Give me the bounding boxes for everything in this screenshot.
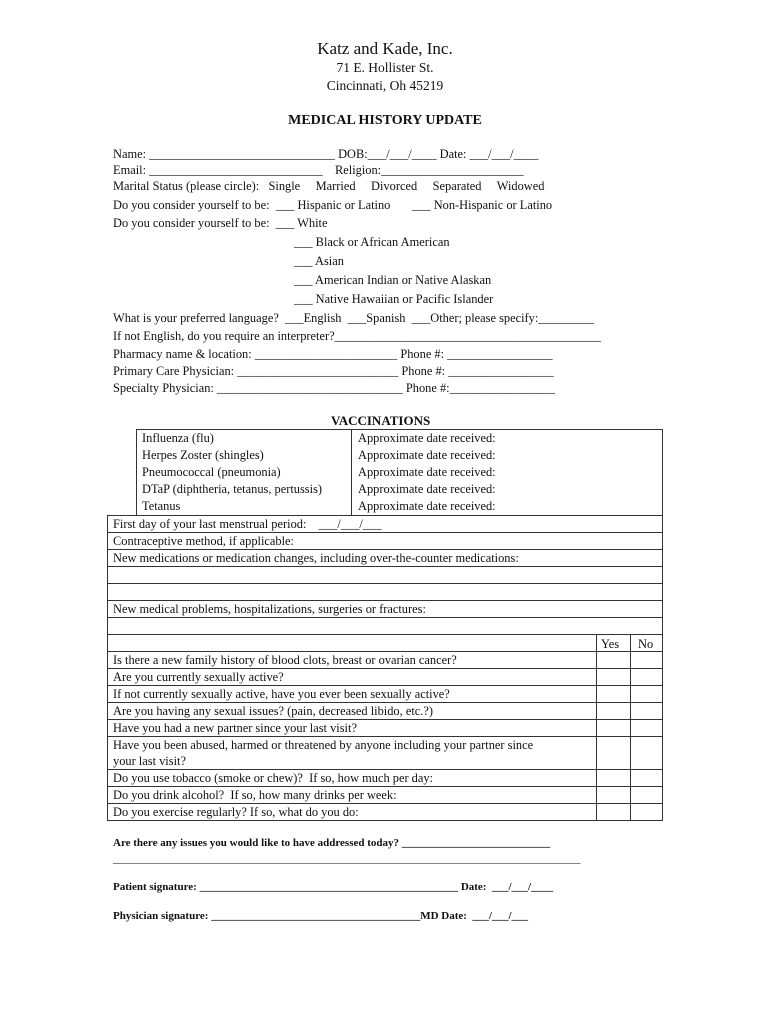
email-religion-field[interactable]: Email: ____________________________ Religion:_______________________ [113, 163, 524, 177]
vaccine-date-field[interactable]: Approximate date received: [358, 499, 496, 513]
question-alcohol: Do you drink alcohol? If so, how many drinks per week: [113, 788, 397, 802]
issues-field-line2[interactable]: _____________________________________________________________________________________ [113, 853, 581, 865]
race-option[interactable]: ___ Asian [294, 254, 344, 268]
company-name: Katz and Kade, Inc. [317, 39, 453, 58]
name-dob-date-field[interactable]: Name: ______________________________ DOB:___/___/____ Date: ___/___/____ [113, 147, 539, 161]
race-option[interactable]: ___ Black or African American [294, 235, 450, 249]
issues-field[interactable]: Are there any issues you would like to have addressed today? ___________________________ [113, 837, 551, 849]
no-column-header: No [638, 637, 654, 651]
vaccine-date-field[interactable]: Approximate date received: [358, 482, 496, 496]
specialty-physician-field[interactable]: Specialty Physician: ______________________________ Phone #:_________________ [113, 381, 555, 395]
question-sexual-issues: Are you having any sexual issues? (pain, decreased libido, etc.?) [113, 704, 433, 718]
contraceptive-field[interactable]: Contraceptive method, if applicable: [113, 534, 294, 548]
question-new-partner: Have you had a new partner since your last visit? [113, 721, 357, 735]
race-field[interactable]: Do you consider yourself to be: ___ White [113, 216, 328, 230]
vaccine-date-field[interactable]: Approximate date received: [358, 465, 496, 479]
vaccine-name: Herpes Zoster (shingles) [142, 448, 264, 462]
vaccine-name: Tetanus [142, 499, 181, 513]
language-field[interactable]: What is your preferred language? ___English ___Spanish ___Other; please specify:_________ [113, 311, 595, 325]
company-address-line1: 71 E. Hollister St. [336, 60, 434, 75]
question-ever-sexually-active: If not currently sexually active, have you ever been sexually active? [113, 687, 450, 701]
yes-column-header: Yes [601, 637, 620, 651]
patient-signature-field[interactable]: Patient signature: _______________________________________________ Date: ___/___/____ [113, 881, 554, 893]
company-address-line2: Cincinnati, Oh 45219 [326, 78, 444, 93]
vaccine-date-field[interactable]: Approximate date received: [358, 431, 496, 445]
question-family-history: Is there a new family history of blood clots, breast or ovarian cancer? [113, 653, 457, 667]
ethnicity-field[interactable]: Do you consider yourself to be: ___ Hispanic or Latino ___ Non-Hispanic or Latino [113, 198, 553, 212]
marital-status-field[interactable]: Marital Status (please circle): Single Married Divorced Separated Widowed [113, 179, 545, 193]
medical-problems-label: New medical problems, hospitalizations, surgeries or fractures: [113, 602, 426, 616]
question-abuse-continued: your last visit? [113, 754, 186, 768]
question-sexually-active: Are you currently sexually active? [113, 670, 284, 684]
race-option[interactable]: ___ American Indian or Native Alaskan [294, 273, 492, 287]
pharmacy-field[interactable]: Pharmacy name & location: _______________________ Phone #: _________________ [113, 347, 553, 361]
vaccine-name: Influenza (flu) [142, 431, 214, 445]
physician-signature-field[interactable]: Physician signature: ______________________________________MD Date: ___/___/___ [113, 910, 529, 922]
vaccine-date-field[interactable]: Approximate date received: [358, 448, 496, 462]
interpreter-field[interactable]: If not English, do you require an interpreter?___________________________________________ [113, 329, 601, 343]
form-title: MEDICAL HISTORY UPDATE [288, 113, 482, 128]
menstrual-period-field[interactable]: First day of your last menstrual period: ___/___/___ [113, 517, 382, 531]
question-tobacco: Do you use tobacco (smoke or chew)? If so, how much per day: [113, 771, 433, 785]
question-abuse: Have you been abused, harmed or threatened by anyone including your partner since [113, 738, 534, 752]
primary-care-field[interactable]: Primary Care Physician: __________________________ Phone #: _________________ [113, 364, 554, 378]
vaccine-name: Pneumococcal (pneumonia) [142, 465, 281, 479]
medications-label: New medications or medication changes, including over-the-counter medications: [113, 551, 519, 565]
vaccinations-title: VACCINATIONS [331, 413, 431, 428]
vaccine-name: DTaP (diphtheria, tetanus, pertussis) [142, 482, 323, 496]
race-option[interactable]: ___ Native Hawaiian or Pacific Islander [294, 292, 494, 306]
question-exercise: Do you exercise regularly? If so, what do you do: [113, 805, 359, 819]
